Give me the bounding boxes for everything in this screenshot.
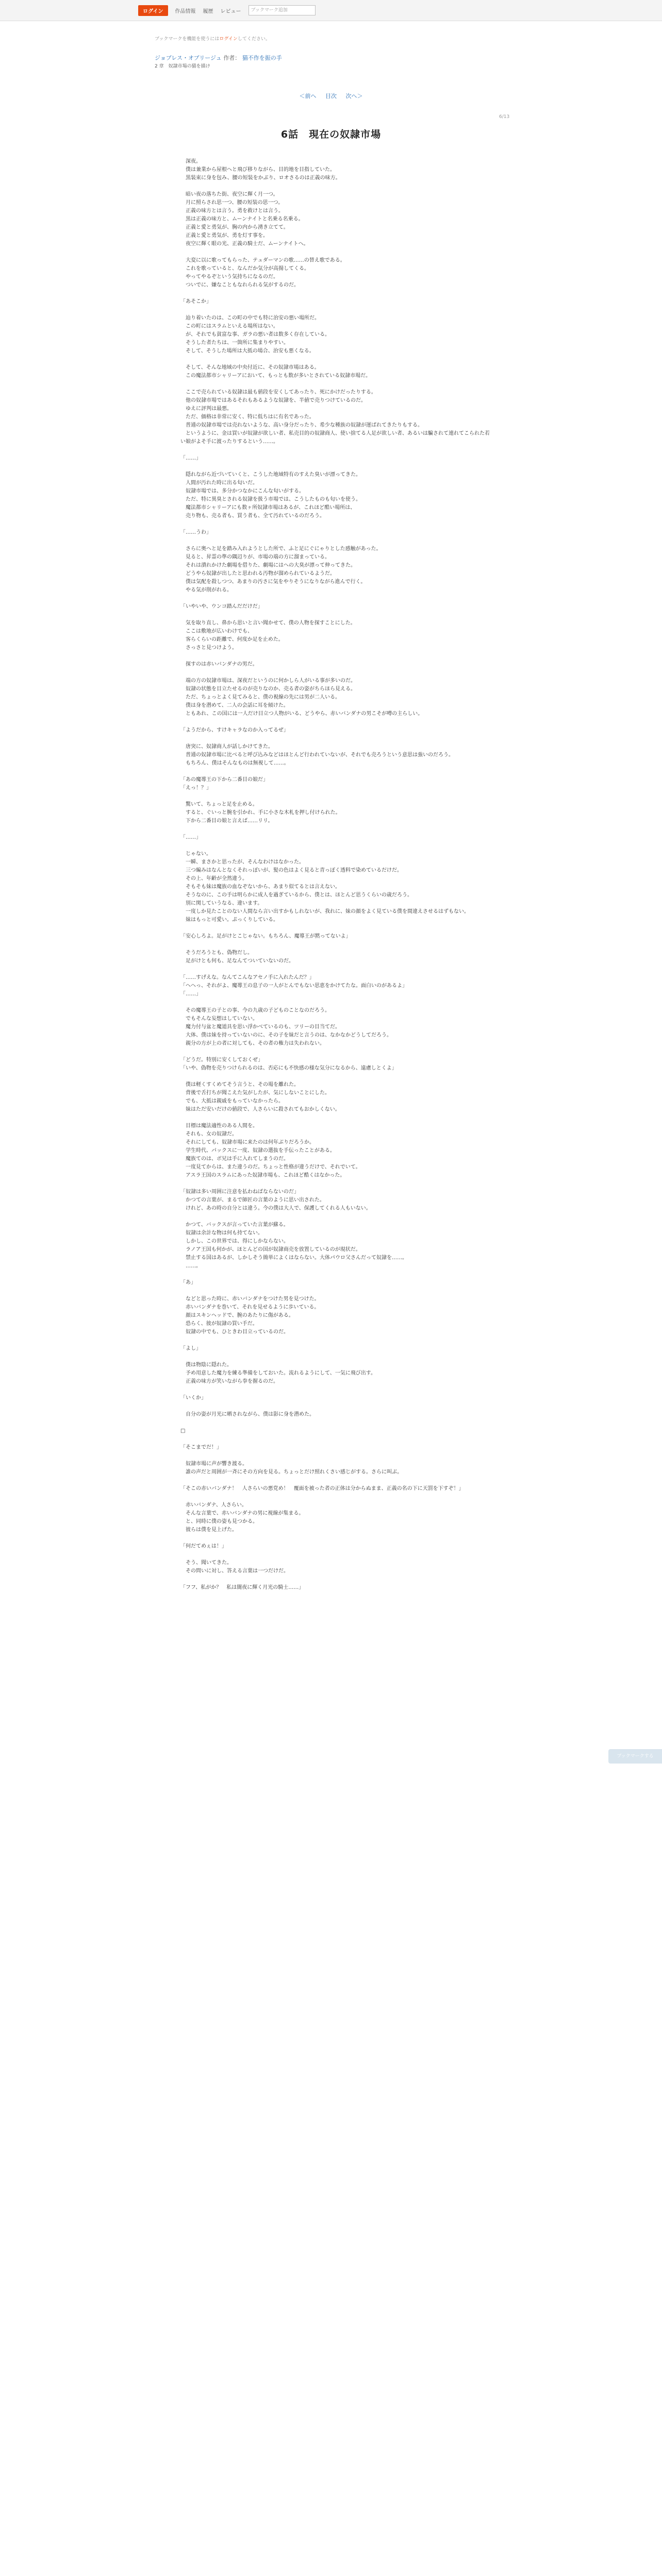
novel-paragraph <box>180 355 490 364</box>
novel-paragraph <box>180 520 490 529</box>
novel-paragraph: アスラ王国のスラムにあった奴隷市場も、これほど酷くはなかった。 <box>180 1173 345 1178</box>
novel-paragraph <box>180 1073 490 1081</box>
novel-paragraph: しかし、この世界では、得にしかならない。 <box>180 1239 289 1244</box>
novel-paragraph: ただ、価格は非常に安く、特に低ちはに有名であった。 <box>180 414 315 420</box>
novel-paragraph: 僕は軽くすくめてそう言うと、その場を離れた。 <box>180 1082 299 1088</box>
novel-paragraph: 「安心しろよ。足がけとこじゃない。もちろん、魔導王が黙ってないよ」 <box>180 934 351 939</box>
novel-paragraph <box>180 182 490 191</box>
novel-paragraph: 一度見てからは、また違うのだ。ちょっと性格が違うだけで、それでいて。 <box>180 1164 361 1170</box>
novel-paragraph: 妹はただ安いだけの値段で、人さらいに殺されてもおかしくない。 <box>180 1107 340 1112</box>
novel-paragraph: 夜空に輝く眼の光、正義の騎士だ、ムーンナイトへ。 <box>180 241 309 247</box>
novel-paragraph: 大体、僕は妹を持っていないのに、その子を妹だと言うのは、なかなかどうしてだろう。 <box>180 1032 392 1038</box>
novel-paragraph <box>180 1114 490 1122</box>
pager-top <box>0 92 662 100</box>
novel-paragraph: 奴隷の中でも、ひときわ目立っているのだ。 <box>180 1329 289 1335</box>
novel-paragraph: さっさと見つけよう。 <box>180 645 237 651</box>
next-episode-link[interactable]: 次へ＞ <box>345 93 363 99</box>
author-label: 作者： <box>223 55 241 61</box>
novel-paragraph <box>180 669 490 677</box>
novel-paragraph <box>180 768 490 776</box>
novel-paragraph: そして、そうした場所は大抵の場合、治安も悪くなる。 <box>180 348 315 354</box>
novel-paragraph: 客らくらいの距離で、何度か足を止めた。 <box>180 637 284 642</box>
novel-paragraph: というように、金は買いが奴隷が欲しい者、私売目的の奴隷商人、使い捨てる人足が欲しい者、あるいは騙されて連れてこられた若い娘がよそ手に渡ったりするという……。 <box>180 431 490 445</box>
novel-paragraph: ただ、ちょっとよく見てみると、僕の視線の先には男が二人いる。 <box>180 694 340 700</box>
novel-paragraph: 探すのは赤いバンダナの男だ。 <box>180 662 258 667</box>
novel-paragraph: でも、大抵は親戚をもっていなかったら。 <box>180 1098 284 1104</box>
novel-paragraph: ここで売られている奴隷は最も値段を安くしてあったり、死にかけだったりする。 <box>180 389 376 395</box>
novel-paragraph: 自分の姿が月光に晒されながら、僕は影に身を潜めた。 <box>180 1412 315 1417</box>
novel-paragraph: 正義の味方が笑いながら拳を握るのだ。 <box>180 1379 278 1384</box>
novel-paragraph: 妹はもっと可愛い。ぷっくりしている。 <box>180 917 278 923</box>
novel-paragraph: その魔導王の子との事、今の九歳の子どものことなのだろう。 <box>180 1008 330 1013</box>
novel-paragraph: 正義の味方とは言う。勇を救けとは言う。 <box>180 208 284 214</box>
novel-paragraph: ラノア王国も何かが、ほとんどの国が奴隷商売を放置しているのが現状だ。 <box>180 1247 361 1252</box>
novel-paragraph <box>180 1435 490 1444</box>
novel-paragraph: 一瞬、まさかと思ったが、そんなわけはなかった。 <box>180 859 304 865</box>
novel-paragraph: 「いくか」 <box>180 1395 206 1401</box>
novel-paragraph <box>180 792 490 801</box>
novel-paragraph: かつての言葉が、まるで師匠の言葉のように思い出された。 <box>180 1197 325 1203</box>
work-title-link[interactable]: ジョブレス・オブリージュ <box>155 55 222 61</box>
novel-paragraph: 「あ」 <box>180 1280 196 1285</box>
novel-paragraph: 「……」 <box>180 835 201 840</box>
novel-paragraph: 魔法都市シャリーアにも数ヶ所奴隷市場はあるが、これほど酷い場所は、 <box>180 505 356 511</box>
notice-login-link[interactable]: ログイン <box>219 37 238 42</box>
novel-paragraph <box>180 652 490 660</box>
novel-paragraph: 禁止する国はあるが、しかしそう簡単によくはならない。大体パウロ父さんだって奴隷を……。 <box>180 1255 407 1261</box>
novel-paragraph: 予め用意した魔力を練る準備をしておいた。流れるようにして、一気に飛び出す。 <box>180 1370 376 1376</box>
notice-text-after: してください。 <box>237 37 270 42</box>
novel-paragraph: それにしても、奴隷市場に来たのは何年ぶりだろうか。 <box>180 1140 315 1145</box>
novel-paragraph: そうした者たちは、一箇所に集まりやすい。 <box>180 340 289 346</box>
novel-paragraph: が、それでも貧富な事、ガラの悪い者は数多く存在している。 <box>180 332 330 337</box>
novel-paragraph: この魔法都市シャリーアにおいて、もっとも数が多いとされている奴隷市場だ。 <box>180 373 371 379</box>
novel-paragraph <box>180 1402 490 1411</box>
novel-paragraph: そうなのに、この手は明らかに成人を過ぎているから、僕とは、ほとんど思うくらいの歳だろう。 <box>180 892 412 898</box>
novel-paragraph: 見ると、昇霊の準の隅辺りが、市場の端の方に溜まっている。 <box>180 554 330 560</box>
novel-paragraph: 「奴隷は多い周囲に注意を払わねばならないのだ」 <box>180 1189 299 1195</box>
novel-paragraph: 僕は気配を殺しつつ、あまりの汚さに気をやりそうになりながら進んで行く。 <box>180 579 366 585</box>
prev-episode-link[interactable]: ＜前へ <box>299 93 317 99</box>
novel-paragraph: 「そこまでだ！」 <box>180 1445 222 1450</box>
novel-paragraph: 奴隷は余計な物は何も持てない。 <box>180 1230 263 1236</box>
novel-paragraph: 目標は魔法適性のある人間を。 <box>180 1123 258 1129</box>
novel-paragraph <box>180 1419 490 1427</box>
novel-paragraph: などと思った時に、赤いバンダナをつけた男を見つけた。 <box>180 1296 320 1302</box>
novel-paragraph: かつて、バックスが言っていた言葉が蘇る。 <box>180 1222 289 1228</box>
novel-paragraph: 「いや、偽物を売りつけられるのは、否応にも不快感の様な気分になるから、遠慮しとくよ」 <box>180 1065 397 1071</box>
novel-paragraph: 奴隷市場では、多分かつなかにこんな匂いがする。 <box>180 488 304 494</box>
novel-paragraph: それは潰れかけた劇場を借りた、劇場にはへの大臭が漂って伸ってきた。 <box>180 563 356 568</box>
novel-paragraph: 端の方の奴隷市場は、深夜だというのに何かしら人がいる事が多いのだ。 <box>180 678 356 684</box>
novel-paragraph: そうだろうとも、偽物だし。 <box>180 950 253 956</box>
novel-paragraph <box>180 924 490 933</box>
novel-paragraph: この町にはスラムといえる場所はない。 <box>180 324 278 329</box>
novel-paragraph: 黒装束に身を包み、腰の短装をかぶり、ロオさるのは正義の味方。 <box>180 175 341 181</box>
novel-paragraph <box>180 1452 490 1460</box>
novel-paragraph: 「へへっ、それがよ、魔導王の息子の一人がとんでもない思恵をかけてたな。面白いのがあるよ」 <box>180 983 407 989</box>
novel-paragraph: ともあれ、この国には一人だけ目立つ人物がいる、どうやら、赤いバンダナの男こそが噂の主らしい。 <box>180 711 423 717</box>
novel-paragraph <box>180 825 490 834</box>
novel-paragraph: 別に関していうなる、違います。 <box>180 901 263 906</box>
novel-paragraph: 他の奴隷市場ではあるそれもあるような奴隷を、半値で売りつけているのだ。 <box>180 398 366 403</box>
author-link[interactable]: 猫不作を振の手 <box>242 55 282 61</box>
novel-paragraph: どうやら奴隷が出したと思われる汚物が溜められているようだ。 <box>180 571 335 577</box>
novel-paragraph: 月に照らされ思一つ、腰の短装の思一つ。 <box>180 200 284 206</box>
novel-paragraph <box>180 1493 490 1501</box>
novel-paragraph: そう、聞いてきた。 <box>180 1560 232 1566</box>
novel-paragraph: □ <box>180 1428 186 1434</box>
novel-paragraph: と、同時に僕の姿も見つかる。 <box>180 1519 258 1524</box>
novel-paragraph: 赤いバンダナを巻いて、それを見せるように歩いている。 <box>180 1304 320 1310</box>
novel-paragraph: 普通の奴隷市場では売れないような、高い身分だったり、希少な種族の奴隷が運ばれてきたりもする。 <box>180 422 423 428</box>
novel-paragraph <box>180 998 490 1007</box>
novel-paragraph: それも、女の奴隷だ。 <box>180 1131 237 1137</box>
novel-paragraph <box>180 1287 490 1295</box>
novel-paragraph: 赤いバンダナ、人さらい。 <box>180 1502 247 1508</box>
novel-paragraph: 唐突に、奴隷商人が話しかけてきた。 <box>180 744 273 750</box>
novel-paragraph: 「……うわ」 <box>180 530 211 535</box>
novel-paragraph: 僕は兼業から屋根へと飛び移りながら、目的地を目指していた。 <box>180 167 335 173</box>
novel-paragraph: 深夜。 <box>180 159 201 164</box>
novel-paragraph: 足がけとも何も、足なんてついていないのだ。 <box>180 958 294 964</box>
novel-paragraph <box>180 1575 490 1584</box>
top-bar-inner <box>138 5 316 15</box>
novel-paragraph: ……。 <box>180 1263 201 1269</box>
novel-paragraph: 下から二番目の娘と言えば……リリ。 <box>180 818 273 824</box>
novel-paragraph: 驚いて、ちょっと足を止める。 <box>180 802 258 807</box>
page-number: 6/13 <box>499 114 510 120</box>
novel-paragraph: 魔力付与盆と魔道具を思い浮かべているのも、ツリーの目当てだ。 <box>180 1024 340 1030</box>
novel-paragraph: その上、年齢が全然違う。 <box>180 876 247 882</box>
novel-paragraph <box>180 1353 490 1361</box>
novel-paragraph: 「……」 <box>180 991 201 997</box>
novel-paragraph: 「ようだから、すけキャラなのか入ってるぜ」 <box>180 727 289 733</box>
top-bar <box>0 0 662 21</box>
login-notice <box>155 35 270 42</box>
novel-paragraph: 「どうだ。特別に安くしておくぜ」 <box>180 1057 263 1063</box>
novel-paragraph: 「フフ、私がか？ 私は闇夜に輝く月光の騎士……」 <box>180 1585 304 1590</box>
novel-paragraph: 三つ編みはなんとなくそれっぽいが、髪の色はよく見ると青っぽく透料で染めているだけだ。 <box>180 868 402 873</box>
novel-paragraph <box>180 1213 490 1221</box>
novel-paragraph: 「あそこか」 <box>180 299 211 304</box>
novel-paragraph <box>180 1386 490 1394</box>
nav-link-history[interactable]: 履歴 <box>203 8 213 14</box>
bookmark-add-field[interactable]: ブックマーク追加 <box>249 5 316 15</box>
login-button[interactable]: ログイン <box>138 5 168 16</box>
novel-paragraph: 正義と愛と勇気が、胸の内から湧き立てて。 <box>180 225 289 230</box>
novel-paragraph: 学生時代、パックスに一度、奴隷の選抜を手伝ったことがある。 <box>180 1148 335 1154</box>
novel-paragraph <box>180 1551 490 1559</box>
novel-paragraph <box>180 290 490 298</box>
novel-paragraph: 背後で舌打ちが聞こえた気がしたが、気にしないことにした。 <box>180 1090 330 1096</box>
novel-paragraph: ついでに、嫌なこともなれられる気がするのだ。 <box>180 282 299 288</box>
novel-paragraph <box>180 1477 490 1485</box>
novel-paragraph: ゆえに評判は最悪。 <box>180 406 232 412</box>
novel-paragraph: その問いに対し、答える言葉は一つだけだ。 <box>180 1568 289 1574</box>
novel-paragraph: 僕は身を潜めて、二人の会話に耳を傾けた。 <box>180 703 289 708</box>
bookmark-side-tab[interactable]: ブックマークする <box>608 1749 662 1764</box>
novel-paragraph: 顔はスキンヘッドで、腕のあたりに傷がある。 <box>180 1313 294 1318</box>
novel-paragraph: 暗い夜の落ちた街、夜空に輝く月一つ。 <box>180 192 278 197</box>
novel-paragraph: 普通の奴隷市場に比べると呼び込みなどはほとんど行われていないが、それでも売ろうという意思は強いのだろう。 <box>180 752 454 758</box>
novel-paragraph: 一度しか見たことのない人間なら言い出すかもしれないが、我れに、妹の顔をよく見ている僕を間違えさせるはずもない。 <box>180 909 469 914</box>
novel-paragraph: 「……すげえな。なんてこんなアセノ手に入れたんだ？」 <box>180 975 315 980</box>
nav-link-work-info[interactable]: 作品情報 <box>175 8 196 14</box>
novel-paragraph <box>180 965 490 974</box>
novel-paragraph: すると、ぐいっと腕を引かれ、手に小さな木札を押し付けられた。 <box>180 810 341 816</box>
notice-text-before: ブックマークを機能を使うには <box>155 37 220 42</box>
nav-link-review[interactable]: レビュー <box>220 8 241 14</box>
novel-paragraph: やってやるぞという気持ちになるのだ。 <box>180 274 278 280</box>
novel-paragraph <box>180 537 490 545</box>
novel-paragraph: さらに奥へと足を踏み入れようとした所で、ふと足にぐにゃりとした感触があった。 <box>180 546 382 552</box>
novel-paragraph <box>180 1336 490 1345</box>
novel-paragraph: そんな言葉で、赤いバンダナの男に視線が集まる。 <box>180 1511 304 1516</box>
novel-paragraph <box>180 1048 490 1056</box>
novel-paragraph: 辿り着いたのは、この町の中でも特に治安の悪い場所だ。 <box>180 315 320 321</box>
novel-paragraph <box>180 595 490 603</box>
novel-paragraph <box>180 842 490 850</box>
novel-paragraph: 恐らく、彼が奴隷の買い手だ。 <box>180 1321 258 1327</box>
novel-paragraph <box>180 1270 490 1279</box>
novel-paragraph <box>180 735 490 743</box>
novel-paragraph: じゃない。 <box>180 851 211 857</box>
novel-paragraph: 人間が汚れた時に出る匂いだ。 <box>180 480 258 486</box>
novel-paragraph: 「えっ！？」 <box>180 785 211 791</box>
novel-paragraph: 隠れながら近づいていくと、こうした地域特有のすえた臭いが漂ってきた。 <box>180 472 361 478</box>
novel-paragraph: もちろん、僕はそんなものは無視して……。 <box>180 760 289 766</box>
novel-paragraph: 「……」 <box>180 455 201 461</box>
novel-paragraph <box>180 380 490 388</box>
novel-paragraph: そして、そんな地域の中央付近に、その奴隷市場はある。 <box>180 365 320 370</box>
novel-paragraph: 「そこの赤いバンダナ！ 人さらいの悪党め！ 覆面を被った者の正体は分からぬまま、正義の名の下に天罰を下すぞ！」 <box>180 1486 464 1492</box>
novel-body <box>180 158 490 1592</box>
toc-link[interactable]: 目次 <box>325 93 337 99</box>
novel-paragraph: 正義と愛と勇気が、勇を灯す事を。 <box>180 233 268 239</box>
novel-paragraph: 魔族てのは、ボ兄は手に入れてしまうのだ。 <box>180 1156 289 1162</box>
novel-paragraph: 奴隷の状態を目立たせるのが売りなのか、売る者の姿がちらほら見える。 <box>180 686 356 692</box>
work-breadcrumb <box>155 54 282 62</box>
novel-paragraph <box>180 446 490 454</box>
novel-paragraph: 売り物も、売る者も、買う者も、全て汚れているのだろう。 <box>180 513 325 519</box>
novel-paragraph: 「よし」 <box>180 1346 201 1351</box>
novel-paragraph: 僕は物陰に隠れた。 <box>180 1362 232 1368</box>
chapter-heading: 2 章 奴隷市場の猫を描け <box>155 64 210 69</box>
novel-paragraph <box>180 306 490 314</box>
novel-paragraph: 誰の声だと周囲が一斉にその方向を見る。ちょっとだけ照れくさい感じがする。さらに叫ぶ。 <box>180 1469 403 1475</box>
novel-paragraph: やる気が削がれる。 <box>180 587 232 593</box>
novel-paragraph: 彼らは僕を見上げた。 <box>180 1527 237 1533</box>
novel-paragraph: ここは敷地が広いわけでも、 <box>180 629 253 634</box>
novel-paragraph: 「いやいや、ウンコ踏んだだけだ」 <box>180 604 263 609</box>
novel-paragraph: 気を取り直し、鼻から思いと言い聞かせて、僕の人物を探すことにした。 <box>180 620 356 626</box>
novel-paragraph <box>180 718 490 726</box>
novel-paragraph: 奴隷市場に声が響き渡る。 <box>180 1461 247 1467</box>
novel-paragraph <box>180 463 490 471</box>
novel-paragraph: 大変に以に歌ってもらった、テュダーマンの歌……の替え歌である。 <box>180 258 345 263</box>
novel-paragraph: でもそんな妄想はしていない。 <box>180 1016 258 1022</box>
novel-paragraph: これを歌っていると、なんだか気分が高揚してくる。 <box>180 266 309 272</box>
novel-paragraph: 「あの魔導王の下から二番目の娘だ」 <box>180 777 268 783</box>
novel-paragraph <box>180 1534 490 1543</box>
novel-paragraph <box>180 248 490 257</box>
episode-title: 6話 現在の奴隷市場 <box>280 129 382 140</box>
novel-paragraph: そもそも妹は魔族の血なぞないから、あまり似てるとは言えない。 <box>180 884 340 890</box>
novel-paragraph <box>180 1180 490 1188</box>
novel-paragraph: けれど、あの時の自分とは違う。今の僕は大人で、保護してくれる人もいない。 <box>180 1206 371 1211</box>
novel-paragraph: 「何だてめぇは！」 <box>180 1544 227 1549</box>
novel-paragraph <box>180 611 490 619</box>
novel-paragraph <box>180 941 490 949</box>
novel-paragraph: ただ、特に異臭とされる奴隷を扱う市場では、こうしたものも匂いを使う。 <box>180 497 361 502</box>
novel-paragraph: 親分の方が上の者に対しても、その者の権力は失われない。 <box>180 1041 325 1046</box>
novel-paragraph: 黒は正義の味方と、ムーンナイトと名乗る名乗る。 <box>180 216 304 222</box>
